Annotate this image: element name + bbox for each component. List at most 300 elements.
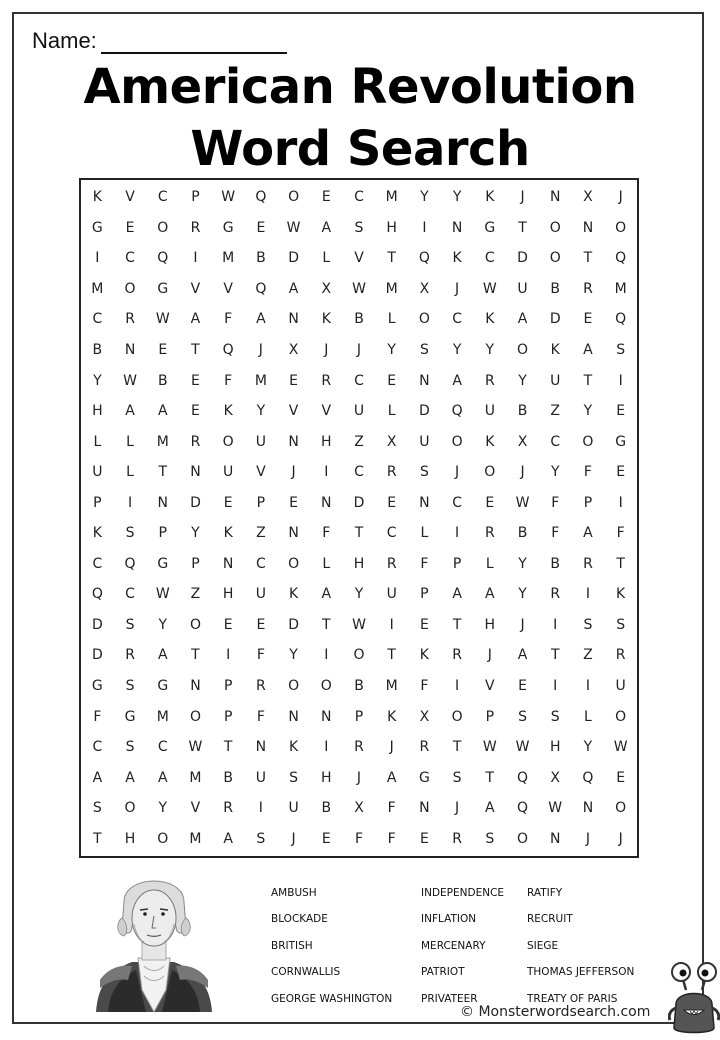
grid-letter[interactable]: N <box>190 464 201 481</box>
grid-letter[interactable]: V <box>190 280 201 297</box>
grid-letter[interactable]: I <box>226 647 231 664</box>
grid-letter[interactable]: Z <box>583 647 593 664</box>
grid-letter[interactable]: P <box>93 494 102 511</box>
grid-letter[interactable]: P <box>485 708 495 725</box>
grid-letter[interactable]: J <box>258 341 263 358</box>
grid-letter[interactable]: N <box>190 677 201 694</box>
grid-letter[interactable]: W <box>515 494 530 511</box>
grid-letter[interactable]: E <box>191 372 200 389</box>
grid-letter[interactable]: T <box>550 647 560 664</box>
grid-letter[interactable]: U <box>615 677 626 694</box>
grid-letter[interactable]: E <box>223 616 233 633</box>
grid-letter[interactable]: F <box>387 800 396 817</box>
grid-letter[interactable]: F <box>551 525 560 542</box>
grid-letter[interactable]: R <box>125 647 135 664</box>
grid-letter[interactable]: D <box>353 494 365 511</box>
grid-letter[interactable]: S <box>616 616 626 633</box>
grid-letter[interactable]: J <box>520 464 525 481</box>
grid-letter[interactable]: V <box>354 250 364 267</box>
name-field[interactable] <box>32 28 287 54</box>
grid-letter[interactable]: W <box>123 372 137 389</box>
grid-letter[interactable]: T <box>387 647 396 664</box>
grid-letter[interactable]: R <box>190 219 201 236</box>
grid-letter[interactable]: V <box>485 677 495 694</box>
grid-letter[interactable]: N <box>124 341 136 358</box>
grid-letter[interactable]: J <box>455 464 460 481</box>
grid-letter[interactable]: W <box>548 800 563 817</box>
grid-letter[interactable]: H <box>353 555 365 572</box>
grid-letter[interactable]: J <box>520 616 525 633</box>
grid-letter[interactable]: E <box>616 464 626 481</box>
grid-letter[interactable]: C <box>452 311 462 328</box>
grid-letter[interactable]: V <box>256 464 266 481</box>
grid-letter[interactable]: S <box>289 769 299 786</box>
grid-letter[interactable]: F <box>256 647 265 664</box>
grid-letter[interactable]: B <box>517 525 528 542</box>
grid-letter[interactable]: I <box>389 616 394 633</box>
grid-letter[interactable]: U <box>255 769 266 786</box>
grid-letter[interactable]: J <box>356 769 362 786</box>
grid-letter[interactable]: P <box>158 525 167 542</box>
grid-letter[interactable]: Q <box>451 403 463 420</box>
grid-letter[interactable]: N <box>419 494 430 511</box>
grid-letter[interactable]: A <box>452 372 462 389</box>
grid-letter[interactable]: F <box>583 464 592 481</box>
grid-letter[interactable]: M <box>222 250 235 267</box>
grid-letter[interactable]: I <box>95 250 100 267</box>
name-blank-line[interactable] <box>101 30 287 54</box>
grid-letter[interactable]: P <box>191 189 200 206</box>
grid-letter[interactable]: K <box>321 311 331 328</box>
grid-letter[interactable]: B <box>354 311 364 328</box>
grid-letter[interactable]: Z <box>190 586 201 603</box>
grid-letter[interactable]: L <box>420 525 429 542</box>
grid-letter[interactable]: H <box>321 769 332 786</box>
grid-letter[interactable]: Q <box>615 311 627 328</box>
grid-letter[interactable]: C <box>157 739 168 756</box>
grid-letter[interactable]: K <box>485 189 495 206</box>
grid-letter[interactable]: K <box>485 311 495 328</box>
grid-letter[interactable]: A <box>157 769 168 786</box>
grid-letter[interactable]: X <box>321 280 332 297</box>
grid-letter[interactable]: G <box>124 708 136 725</box>
grid-letter[interactable]: W <box>515 739 530 756</box>
grid-letter[interactable]: S <box>583 616 593 633</box>
grid-letter[interactable]: I <box>553 616 558 633</box>
grid-letter[interactable]: F <box>224 372 233 389</box>
grid-letter[interactable]: S <box>616 341 626 358</box>
grid-letter[interactable]: U <box>223 464 234 481</box>
grid-letter[interactable]: O <box>124 280 136 297</box>
grid-letter[interactable]: R <box>583 280 593 297</box>
grid-letter[interactable]: I <box>618 494 623 511</box>
grid-letter[interactable]: A <box>517 311 528 328</box>
grid-letter[interactable]: D <box>91 647 103 664</box>
grid-letter[interactable]: U <box>386 586 397 603</box>
grid-letter[interactable]: N <box>451 219 463 236</box>
grid-letter[interactable]: Q <box>517 769 529 786</box>
grid-letter[interactable]: A <box>190 311 201 328</box>
grid-letter[interactable]: O <box>582 433 594 450</box>
grid-letter[interactable]: D <box>190 494 201 511</box>
grid-letter[interactable]: R <box>452 830 462 847</box>
grid-letter[interactable]: W <box>613 739 628 756</box>
grid-letter[interactable]: B <box>256 250 266 267</box>
grid-letter[interactable]: E <box>223 494 233 511</box>
grid-letter[interactable]: Y <box>583 403 593 420</box>
grid-letter[interactable]: H <box>386 219 397 236</box>
grid-letter[interactable]: O <box>288 677 300 694</box>
grid-letter[interactable]: Y <box>354 586 364 603</box>
grid-letter[interactable]: W <box>155 311 170 328</box>
grid-letter[interactable]: N <box>419 372 430 389</box>
grid-letter[interactable]: I <box>618 372 623 389</box>
grid-letter[interactable]: K <box>92 525 102 542</box>
grid-letter[interactable]: Y <box>93 372 102 389</box>
grid-letter[interactable]: A <box>583 525 593 542</box>
grid-letter[interactable]: H <box>92 403 103 420</box>
grid-letter[interactable]: J <box>291 830 296 847</box>
grid-letter[interactable]: K <box>223 403 233 420</box>
grid-letter[interactable]: C <box>386 525 397 542</box>
grid-letter[interactable]: G <box>157 280 169 297</box>
grid-letter[interactable]: F <box>354 830 364 847</box>
grid-letter[interactable]: A <box>125 403 135 420</box>
grid-letter[interactable]: D <box>419 403 430 420</box>
grid-letter[interactable]: T <box>452 739 462 756</box>
grid-letter[interactable]: I <box>455 525 460 542</box>
grid-letter[interactable]: C <box>157 189 168 206</box>
grid-letter[interactable]: A <box>386 769 397 786</box>
grid-letter[interactable]: S <box>92 800 102 817</box>
grid-letter[interactable]: V <box>190 800 201 817</box>
grid-letter[interactable]: Q <box>255 280 267 297</box>
grid-letter[interactable]: U <box>255 433 266 450</box>
grid-letter[interactable]: O <box>451 433 463 450</box>
grid-letter[interactable]: F <box>616 525 625 542</box>
grid-letter[interactable]: H <box>222 586 234 603</box>
grid-letter[interactable]: T <box>583 250 593 267</box>
grid-letter[interactable]: R <box>386 555 397 572</box>
grid-letter[interactable]: U <box>517 280 528 297</box>
grid-letter[interactable]: D <box>288 616 299 633</box>
grid-letter[interactable]: C <box>354 189 364 206</box>
grid-letter[interactable]: G <box>615 433 627 450</box>
grid-letter[interactable]: T <box>191 341 200 358</box>
grid-letter[interactable]: C <box>354 372 364 389</box>
grid-letter[interactable]: T <box>583 372 593 389</box>
grid-letter[interactable]: O <box>549 250 561 267</box>
grid-letter[interactable]: S <box>125 616 135 633</box>
grid-letter[interactable]: I <box>324 647 329 664</box>
grid-letter[interactable]: V <box>125 189 135 206</box>
grid-letter[interactable]: X <box>517 433 528 450</box>
grid-letter[interactable]: W <box>352 280 366 297</box>
grid-letter[interactable]: Q <box>91 586 103 603</box>
grid-letter[interactable]: S <box>419 341 429 358</box>
grid-letter[interactable]: Z <box>256 525 266 542</box>
grid-letter[interactable]: C <box>125 586 135 603</box>
grid-letter[interactable]: T <box>354 525 364 542</box>
grid-letter[interactable]: M <box>385 280 398 297</box>
grid-letter[interactable]: T <box>223 739 233 756</box>
grid-letter[interactable]: O <box>517 830 529 847</box>
grid-letter[interactable]: H <box>549 739 561 756</box>
grid-letter[interactable]: X <box>583 189 593 206</box>
grid-letter[interactable]: R <box>354 739 364 756</box>
grid-letter[interactable]: N <box>419 800 430 817</box>
grid-letter[interactable]: U <box>419 433 430 450</box>
grid-letter[interactable]: T <box>322 616 331 633</box>
grid-letter[interactable]: C <box>452 494 462 511</box>
grid-letter[interactable]: R <box>615 647 626 664</box>
grid-letter[interactable]: O <box>451 708 463 725</box>
grid-letter[interactable]: D <box>288 250 299 267</box>
grid-letter[interactable]: I <box>258 800 263 817</box>
grid-letter[interactable]: A <box>321 219 332 236</box>
grid-letter[interactable]: J <box>455 800 460 817</box>
grid-letter[interactable]: Y <box>387 341 396 358</box>
grid-letter[interactable]: Y <box>289 647 298 664</box>
grid-letter[interactable]: O <box>189 616 201 633</box>
grid-letter[interactable]: T <box>518 219 527 236</box>
grid-letter[interactable]: R <box>484 525 495 542</box>
grid-letter[interactable]: J <box>291 464 296 481</box>
grid-letter[interactable]: Z <box>550 403 561 420</box>
grid-letter[interactable]: U <box>550 372 561 389</box>
grid-letter[interactable]: X <box>386 433 397 450</box>
grid-letter[interactable]: A <box>92 769 103 786</box>
grid-letter[interactable]: E <box>158 341 168 358</box>
grid-letter[interactable]: L <box>93 433 102 450</box>
grid-letter[interactable]: E <box>583 311 593 328</box>
grid-letter[interactable]: S <box>125 677 135 694</box>
grid-letter[interactable]: C <box>354 464 364 481</box>
grid-letter[interactable]: Q <box>517 800 529 817</box>
grid-letter[interactable]: Q <box>255 189 267 206</box>
grid-letter[interactable]: K <box>288 739 299 756</box>
grid-letter[interactable]: W <box>482 280 497 297</box>
grid-letter[interactable]: R <box>190 433 201 450</box>
grid-letter[interactable]: P <box>223 677 233 694</box>
grid-letter[interactable]: Q <box>418 250 430 267</box>
grid-letter[interactable]: F <box>256 708 265 725</box>
grid-letter[interactable]: A <box>452 586 462 603</box>
grid-letter[interactable]: G <box>484 219 496 236</box>
grid-letter[interactable]: N <box>288 311 299 328</box>
grid-letter[interactable]: W <box>221 189 236 206</box>
grid-letter[interactable]: O <box>517 341 529 358</box>
grid-letter[interactable]: R <box>419 739 430 756</box>
grid-letter[interactable]: S <box>256 830 266 847</box>
grid-letter[interactable]: B <box>550 280 561 297</box>
grid-letter[interactable]: Y <box>452 341 462 358</box>
grid-letter[interactable]: K <box>223 525 233 542</box>
grid-letter[interactable]: F <box>420 677 429 694</box>
grid-letter[interactable]: L <box>126 464 134 481</box>
grid-letter[interactable]: R <box>125 311 135 328</box>
grid-letter[interactable]: E <box>419 830 429 847</box>
grid-letter[interactable]: K <box>485 433 495 450</box>
grid-letter[interactable]: Y <box>518 372 527 389</box>
grid-letter[interactable]: L <box>387 311 396 328</box>
grid-letter[interactable]: Q <box>157 250 169 267</box>
grid-letter[interactable]: X <box>354 800 364 817</box>
grid-letter[interactable]: N <box>321 494 332 511</box>
grid-letter[interactable]: E <box>289 372 299 389</box>
grid-letter[interactable]: A <box>517 647 528 664</box>
grid-letter[interactable]: Y <box>583 739 593 756</box>
grid-letter[interactable]: E <box>485 494 495 511</box>
grid-letter[interactable]: U <box>92 464 103 481</box>
grid-letter[interactable]: J <box>455 280 460 297</box>
grid-letter[interactable]: H <box>484 616 496 633</box>
grid-letter[interactable]: Q <box>124 555 136 572</box>
grid-letter[interactable]: E <box>518 677 527 694</box>
grid-letter[interactable]: Y <box>550 464 560 481</box>
grid-letter[interactable]: I <box>127 494 133 511</box>
grid-letter[interactable]: T <box>191 647 200 664</box>
grid-letter[interactable]: P <box>452 555 462 572</box>
grid-letter[interactable]: V <box>321 403 332 420</box>
grid-letter[interactable]: Y <box>158 800 168 817</box>
grid-letter[interactable]: M <box>385 677 398 694</box>
grid-letter[interactable]: P <box>191 555 200 572</box>
grid-letter[interactable]: O <box>189 708 201 725</box>
grid-letter[interactable]: S <box>419 464 429 481</box>
grid-letter[interactable]: C <box>92 555 103 572</box>
grid-letter[interactable]: E <box>616 403 626 420</box>
grid-letter[interactable]: G <box>157 677 169 694</box>
grid-letter[interactable]: K <box>387 708 397 725</box>
grid-letter[interactable]: E <box>256 616 266 633</box>
grid-letter[interactable]: Y <box>158 616 168 633</box>
grid-letter[interactable]: J <box>389 739 394 756</box>
grid-letter[interactable]: O <box>222 433 234 450</box>
grid-letter[interactable]: O <box>484 464 496 481</box>
grid-letter[interactable]: P <box>354 708 364 725</box>
grid-letter[interactable]: T <box>452 616 462 633</box>
grid-letter[interactable]: A <box>485 800 495 817</box>
grid-letter[interactable]: O <box>353 647 365 664</box>
grid-letter[interactable]: J <box>487 647 492 664</box>
grid-letter[interactable]: C <box>92 311 103 328</box>
grid-letter[interactable]: E <box>419 616 429 633</box>
grid-letter[interactable]: O <box>288 555 300 572</box>
grid-letter[interactable]: T <box>616 555 625 572</box>
grid-letter[interactable]: X <box>550 769 561 786</box>
grid-letter[interactable]: S <box>354 219 364 236</box>
grid-letter[interactable]: W <box>188 739 203 756</box>
grid-letter[interactable]: I <box>585 586 590 603</box>
grid-letter[interactable]: T <box>485 769 495 786</box>
grid-letter[interactable]: N <box>222 555 234 572</box>
grid-letter[interactable]: A <box>157 647 168 664</box>
grid-letter[interactable]: F <box>551 494 560 511</box>
grid-letter[interactable]: L <box>322 250 331 267</box>
grid-letter[interactable]: I <box>455 677 460 694</box>
grid-letter[interactable]: T <box>93 830 102 847</box>
grid-letter[interactable]: S <box>550 708 560 725</box>
grid-letter[interactable]: L <box>584 708 592 725</box>
grid-letter[interactable]: J <box>585 830 590 847</box>
grid-letter[interactable]: T <box>387 250 396 267</box>
grid-letter[interactable]: S <box>125 739 135 756</box>
grid-letter[interactable]: P <box>223 708 233 725</box>
grid-letter[interactable]: M <box>91 280 104 297</box>
grid-letter[interactable]: H <box>321 433 332 450</box>
grid-letter[interactable]: K <box>550 341 560 358</box>
grid-letter[interactable]: B <box>550 555 561 572</box>
grid-letter[interactable]: Y <box>518 586 527 603</box>
grid-letter[interactable]: A <box>321 586 332 603</box>
grid-letter[interactable]: W <box>286 219 301 236</box>
grid-letter[interactable]: I <box>324 739 329 756</box>
grid-letter[interactable]: N <box>549 189 561 206</box>
grid-letter[interactable]: K <box>92 189 102 206</box>
grid-letter[interactable]: M <box>156 433 169 450</box>
grid-letter[interactable]: O <box>615 800 627 817</box>
grid-letter[interactable]: R <box>550 586 561 603</box>
grid-letter[interactable]: Y <box>518 555 527 572</box>
grid-letter[interactable]: W <box>352 616 366 633</box>
grid-letter[interactable]: R <box>484 372 495 389</box>
grid-letter[interactable]: M <box>189 830 202 847</box>
grid-letter[interactable]: K <box>616 586 626 603</box>
grid-letter[interactable]: C <box>255 555 266 572</box>
grid-letter[interactable]: B <box>157 372 168 389</box>
grid-letter[interactable]: O <box>418 311 430 328</box>
grid-letter[interactable]: O <box>615 708 627 725</box>
grid-letter[interactable]: T <box>158 464 168 481</box>
grid-letter[interactable]: R <box>452 647 462 664</box>
grid-letter[interactable]: R <box>223 800 234 817</box>
grid-letter[interactable]: E <box>387 494 397 511</box>
grid-letter[interactable]: F <box>224 311 233 328</box>
grid-letter[interactable]: U <box>484 403 495 420</box>
grid-letter[interactable]: S <box>452 769 462 786</box>
grid-letter[interactable]: J <box>520 189 525 206</box>
grid-letter[interactable]: Q <box>222 341 234 358</box>
grid-letter[interactable]: M <box>614 280 627 297</box>
grid-letter[interactable]: N <box>549 830 561 847</box>
grid-letter[interactable]: X <box>419 708 430 725</box>
grid-letter[interactable]: A <box>485 586 495 603</box>
grid-letter[interactable]: U <box>255 586 266 603</box>
grid-letter[interactable]: Q <box>615 250 627 267</box>
grid-letter[interactable]: B <box>354 677 364 694</box>
grid-letter[interactable]: E <box>125 219 135 236</box>
grid-letter[interactable]: R <box>256 677 266 694</box>
grid-letter[interactable]: J <box>618 830 623 847</box>
grid-letter[interactable]: D <box>549 311 561 328</box>
grid-letter[interactable]: Q <box>582 769 594 786</box>
grid-letter[interactable]: A <box>125 769 135 786</box>
grid-letter[interactable]: R <box>321 372 332 389</box>
grid-letter[interactable]: O <box>157 219 169 236</box>
grid-letter[interactable]: S <box>125 525 135 542</box>
grid-letter[interactable]: A <box>288 280 299 297</box>
grid-letter[interactable]: Y <box>420 189 429 206</box>
grid-letter[interactable]: D <box>517 250 528 267</box>
grid-letter[interactable]: O <box>157 830 169 847</box>
grid-letter[interactable]: A <box>223 830 233 847</box>
grid-letter[interactable]: Y <box>191 525 200 542</box>
grid-letter[interactable]: I <box>422 219 427 236</box>
grid-letter[interactable]: K <box>288 586 299 603</box>
grid-letter[interactable]: C <box>484 250 495 267</box>
grid-letter[interactable]: P <box>583 494 593 511</box>
